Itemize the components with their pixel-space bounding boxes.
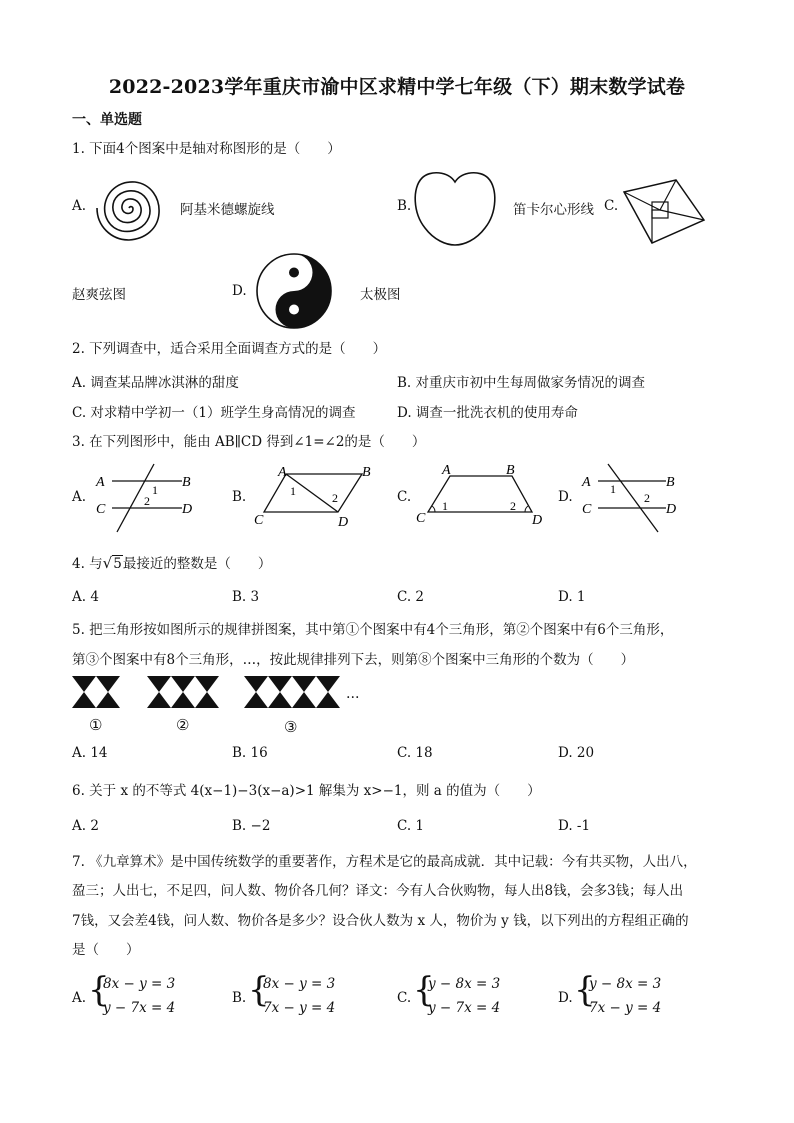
q3-option-c-label: C. [397, 489, 412, 505]
q2-option-c: C. 对求精中学初一（1）班学生身高情况的调查 [72, 405, 356, 421]
q3-option-a-label: A. [72, 489, 87, 505]
q3c-label-a: A [442, 463, 451, 478]
sqrt-sign: √ [102, 554, 113, 572]
q6-option-d: D. -1 [558, 818, 591, 834]
cardioid-icon [410, 168, 500, 248]
section-heading: 一、单选题 [72, 112, 142, 128]
q3b-label-d: D [338, 515, 349, 530]
q3a-angle-1: 1 [152, 483, 158, 497]
q3-figure-c [414, 463, 554, 530]
q3a-label-a: A [96, 475, 105, 490]
q7-option-c-eq1: y − 8x = 3 [428, 976, 501, 992]
q5-ellipsis: … [346, 686, 360, 702]
q7-stem-line-3: 7钱，又会差4钱，问人数、物价各是多少？设合伙人数为 x 人，物价为 y 钱，以下列出的方程组正确的 [72, 913, 689, 929]
q1-stem: 1. 下面4个图案中是轴对称图形的是（ ） [72, 141, 341, 157]
q5-label-3: ③ [284, 718, 298, 736]
taiji-icon [255, 252, 333, 330]
q3d-label-c: C [582, 502, 592, 517]
q7-option-a-eq1: 8x − y = 3 [103, 976, 176, 992]
q1-option-b-label: B. [397, 198, 412, 214]
q4-sqrt-radicand: 5 [113, 556, 122, 572]
q3-figure-b [252, 462, 382, 530]
q7-option-a-label: A. [72, 990, 87, 1006]
q5-label-2: ② [176, 716, 190, 734]
q7-option-d-eq2: 7x − y = 4 [589, 1000, 662, 1016]
q3-stem: 3. 在下列图形中，能由 AB∥CD 得到∠1=∠2的是（ ） [72, 434, 426, 450]
q1-option-b-caption: 笛卡尔心形线 [513, 202, 594, 218]
q1-option-a-caption: 阿基米德螺旋线 [180, 202, 275, 218]
q3c-label-d: D [532, 513, 543, 528]
q3b-angle-2: 2 [332, 491, 338, 505]
q1-option-c-label: C. [604, 198, 619, 214]
triangle-pattern-2 [147, 676, 221, 708]
q2-option-d: D. 调查一批洗衣机的使用寿命 [397, 405, 578, 421]
q5-option-c: C. 18 [397, 745, 433, 761]
q5-option-a: A. 14 [72, 745, 108, 761]
q4-stem [72, 553, 271, 574]
q1-option-c-caption: 赵爽弦图 [72, 287, 126, 303]
q3-option-b-label: B. [232, 489, 247, 505]
q7-option-b-eq2: 7x − y = 4 [263, 1000, 336, 1016]
spiral-icon [93, 172, 165, 244]
q7-option-d-label: D. [558, 990, 573, 1006]
q2-stem: 2. 下列调查中，适合采用全面调查方式的是（ ） [72, 341, 387, 357]
q3a-angle-2: 2 [144, 494, 150, 508]
q7-stem-line-1: 7. 《九章算术》是中国传统数学的重要著作，方程术是它的最高成就．其中记载：今有共买物，人出八， [72, 854, 697, 870]
q6-option-b: B. −2 [232, 818, 271, 834]
q3a-label-c: C [96, 502, 106, 517]
q4-stem-post: 最接近的整数是（ ） [122, 556, 272, 572]
brace-icon: { [88, 970, 110, 1010]
q1-option-d-label: D. [232, 283, 247, 299]
q1-option-d-caption: 太极图 [360, 287, 401, 303]
q6-option-a: A. 2 [72, 818, 99, 834]
q6-option-c: C. 1 [397, 818, 425, 834]
q7-option-a-eq2: y − 7x = 4 [103, 1000, 176, 1016]
triangle-pattern-1 [72, 676, 120, 708]
q5-option-b: B. 16 [232, 745, 268, 761]
q4-option-b: B. 3 [232, 589, 260, 605]
q2-option-a: A. 调查某品牌冰淇淋的甜度 [72, 375, 239, 391]
q5-option-d: D. 20 [558, 745, 595, 761]
q3b-label-a: A [278, 465, 287, 480]
q3a-label-d: D [182, 502, 193, 517]
q7-option-c-label: C. [397, 990, 412, 1006]
q3d-label-b: B [666, 475, 675, 490]
zhao-shuang-chord-diagram-icon [622, 180, 706, 246]
brace-icon: { [574, 970, 596, 1010]
q6-stem: 6. 关于 x 的不等式 4(x−1)−3(x−a)>1 解集为 x>−1，则 a 的值为（ ） [72, 783, 541, 799]
q3-figure-a [92, 462, 202, 534]
triangle-pattern-3 [244, 676, 342, 708]
q7-option-d-eq1: y − 8x = 3 [589, 976, 662, 992]
q5-stem-line-1: 5. 把三角形按如图所示的规律拼图案，其中第①个图案中有4个三角形，第②个图案中有6个三角形， [72, 622, 674, 638]
q3b-label-c: C [254, 513, 264, 528]
q3-option-d-label: D. [558, 489, 573, 505]
q7-stem-line-4: 是（ ） [72, 942, 140, 958]
q3b-label-b: B [362, 465, 371, 480]
q3d-angle-2: 2 [644, 491, 650, 505]
q4-stem-pre: 4. 与 [72, 556, 103, 572]
q5-stem-line-2: 第③个图案中有8个三角形，…，按此规律排列下去，则第⑧个图案中三角形的个数为（ ） [72, 652, 635, 668]
q3b-angle-1: 1 [290, 484, 296, 498]
q3a-label-b: B [182, 475, 191, 490]
q5-label-1: ① [89, 716, 103, 734]
q7-option-c-eq2: y − 7x = 4 [428, 1000, 501, 1016]
brace-icon: { [248, 970, 270, 1010]
q3d-angle-1: 1 [610, 482, 616, 496]
q3-figure-d [578, 462, 688, 534]
brace-icon: { [413, 970, 435, 1010]
q3c-label-b: B [506, 463, 515, 478]
q3d-label-d: D [666, 502, 677, 517]
q2-option-b: B. 对重庆市初中生每周做家务情况的调查 [397, 375, 646, 391]
q4-option-d: D. 1 [558, 589, 586, 605]
q7-option-b-eq1: 8x − y = 3 [263, 976, 336, 992]
q3d-label-a: A [582, 475, 591, 490]
q3c-angle-2: 2 [510, 499, 516, 513]
q4-option-a: A. 4 [72, 589, 99, 605]
q3c-label-c: C [416, 511, 426, 526]
page-title: 2022-2023学年重庆市渝中区求精中学七年级（下）期末数学试卷 [108, 76, 686, 98]
q3c-angle-1: 1 [442, 499, 448, 513]
q7-option-b-label: B. [232, 990, 247, 1006]
q7-stem-line-2: 盈三；人出七，不足四，问人数、物价各几何？译文：今有人合伙购物，每人出8钱，会多3钱；每人出 [72, 883, 684, 899]
q4-option-c: C. 2 [397, 589, 425, 605]
q1-option-a-label: A. [72, 198, 87, 214]
